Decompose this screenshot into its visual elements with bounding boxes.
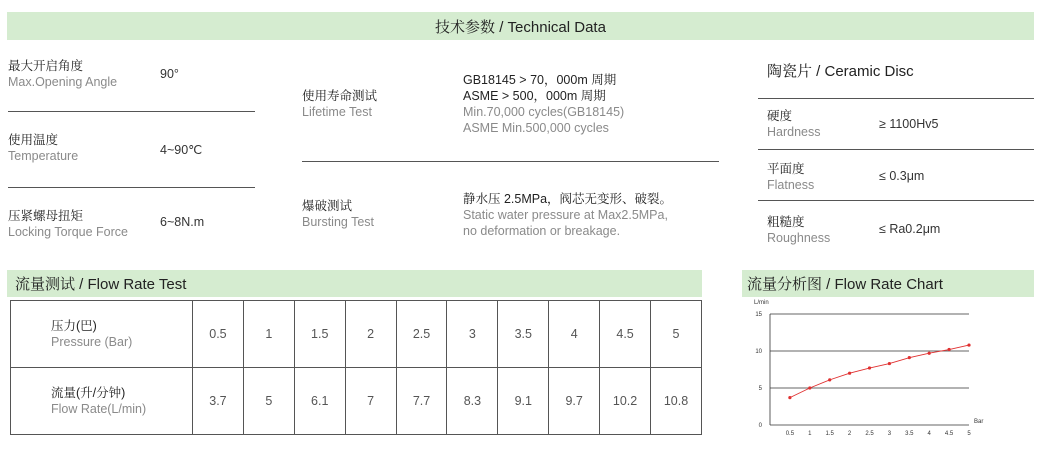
detail-line-cn: 静水压 2.5MPa，阀芯无变形、破裂。 [463, 192, 673, 206]
x-tick-label: 4.5 [944, 431, 954, 437]
detail-line-en: no deformation or breakage. [463, 224, 621, 238]
spec-opening-angle [8, 58, 117, 90]
ceramic-disc-title: 陶瓷片 / Ceramic Disc [767, 63, 914, 80]
data-point [888, 362, 891, 365]
table-cell: 10.8 [651, 368, 702, 435]
table-cell: 1.5 [294, 301, 345, 368]
spec-value: ≤ Ra0.2μm [879, 222, 941, 236]
divider [8, 111, 255, 112]
x-tick-label: 3 [887, 431, 892, 437]
table-cell: 9.7 [549, 368, 600, 435]
spec-label-en: Hardness [767, 125, 821, 139]
y-axis-label: L/min [754, 300, 769, 306]
flow-label [11, 368, 193, 435]
spec-label-en: Roughness [767, 231, 831, 245]
spec-label-en: Lifetime Test [302, 105, 372, 119]
x-tick-label: 2.5 [865, 431, 874, 437]
pressure-label [11, 301, 193, 368]
y-tick-label: 15 [755, 312, 762, 318]
table-cell: 2 [345, 301, 396, 368]
table-cell: 0.5 [193, 301, 244, 368]
x-tick-label: 4 [927, 431, 931, 437]
technical-data-title: 技术参数 / Technical Data [435, 18, 606, 36]
spec-lifetime-test [302, 88, 377, 120]
data-point [848, 372, 851, 375]
technical-data-header [7, 12, 1034, 40]
table-cell: 7.7 [396, 368, 447, 435]
series-line [790, 345, 969, 398]
spec-value: 90° [160, 67, 179, 81]
data-point [808, 386, 811, 389]
pressure-label-cn: 压力(巴) [51, 319, 97, 333]
table-cell: 3.5 [498, 301, 549, 368]
ceramic-flatness [767, 161, 814, 193]
flow-test-header [7, 270, 702, 297]
spec-locking-torque [8, 208, 128, 240]
table-cell: 4 [549, 301, 600, 368]
divider [758, 149, 1034, 150]
table-cell: 4.5 [600, 301, 651, 368]
spec-label-cn: 平面度 [767, 162, 805, 176]
table-cell: 3 [447, 301, 498, 368]
x-tick-label: 1.5 [825, 431, 834, 437]
spec-label-cn: 压紧螺母扭矩 [8, 209, 84, 223]
flow-chart-title: 流量分析图 / Flow Rate Chart [747, 276, 943, 293]
bursting-details [463, 191, 672, 239]
data-point [908, 356, 911, 359]
spec-bursting-test [302, 198, 374, 230]
data-point [967, 343, 970, 346]
x-tick-label: 5 [967, 431, 971, 437]
x-tick-label: 3.5 [905, 431, 914, 437]
divider [8, 187, 255, 188]
ceramic-roughness [767, 214, 830, 246]
table-cell: 3.7 [193, 368, 244, 435]
x-tick-label: 0.5 [785, 431, 795, 437]
data-point [828, 378, 831, 381]
divider [758, 200, 1034, 201]
spec-label-cn: 粗糙度 [767, 215, 805, 229]
y-tick-label: 5 [758, 386, 762, 392]
detail-line-en: Min.70,000 cycles(GB18145) [463, 105, 625, 119]
x-tick-label: 2 [847, 431, 852, 437]
x-tick-label: 1 [808, 431, 812, 437]
flow-rate-chart [742, 297, 1034, 443]
data-point [868, 366, 871, 369]
spec-value: 4~90℃ [160, 143, 203, 157]
divider [302, 161, 719, 162]
detail-line-en: ASME Min.500,000 cycles [463, 121, 609, 135]
detail-line-cn: GB18145 > 70，000m 周期 [463, 73, 617, 87]
ceramic-hardness [767, 108, 821, 140]
flow-label-en: Flow Rate(L/min) [51, 402, 147, 416]
y-tick-label: 0 [758, 423, 762, 429]
flow-rate-table [10, 300, 702, 435]
table-cell: 5 [243, 368, 294, 435]
spec-value: 6~8N.m [160, 215, 205, 229]
spec-label-en: Temperature [8, 149, 79, 163]
table-cell: 7 [345, 368, 396, 435]
spec-temperature [8, 132, 78, 164]
flow-chart-header [742, 270, 1034, 297]
pressure-label-en: Pressure (Bar) [51, 335, 133, 349]
table-cell: 10.2 [600, 368, 651, 435]
table-cell: 8.3 [447, 368, 498, 435]
y-tick-label: 10 [755, 349, 762, 355]
detail-line-en: Static water pressure at Max2.5MPa, [463, 208, 668, 222]
table-cell: 9.1 [498, 368, 549, 435]
spec-label-en: Flatness [767, 178, 815, 192]
spec-label-cn: 最大开启角度 [8, 59, 84, 73]
spec-value: ≤ 0.3μm [879, 169, 925, 183]
pressure-row [11, 301, 702, 368]
table-cell: 2.5 [396, 301, 447, 368]
spec-value: ≥ 1100Hv5 [879, 117, 939, 131]
spec-label-cn: 硬度 [767, 109, 793, 123]
spec-label-cn: 使用寿命测试 [302, 89, 378, 103]
spec-label-en: Locking Torque Force [8, 225, 128, 239]
spec-label-en: Max.Opening Angle [8, 75, 118, 89]
table-cell: 5 [651, 301, 702, 368]
x-axis-label: Bar [974, 419, 984, 425]
spec-label-cn: 使用温度 [8, 133, 59, 147]
divider [758, 98, 1034, 99]
lifetime-details [463, 72, 624, 136]
flow-row [11, 368, 702, 435]
data-point [928, 352, 931, 355]
table-cell: 6.1 [294, 368, 345, 435]
flow-label-cn: 流量(升/分钟) [51, 386, 126, 400]
spec-label-en: Bursting Test [302, 215, 375, 229]
data-point [788, 396, 791, 399]
data-point [948, 348, 951, 351]
spec-label-cn: 爆破测试 [302, 199, 353, 213]
table-cell: 1 [243, 301, 294, 368]
flow-test-title: 流量测试 / Flow Rate Test [15, 276, 187, 293]
detail-line-cn: ASME > 500，000m 周期 [463, 89, 606, 103]
